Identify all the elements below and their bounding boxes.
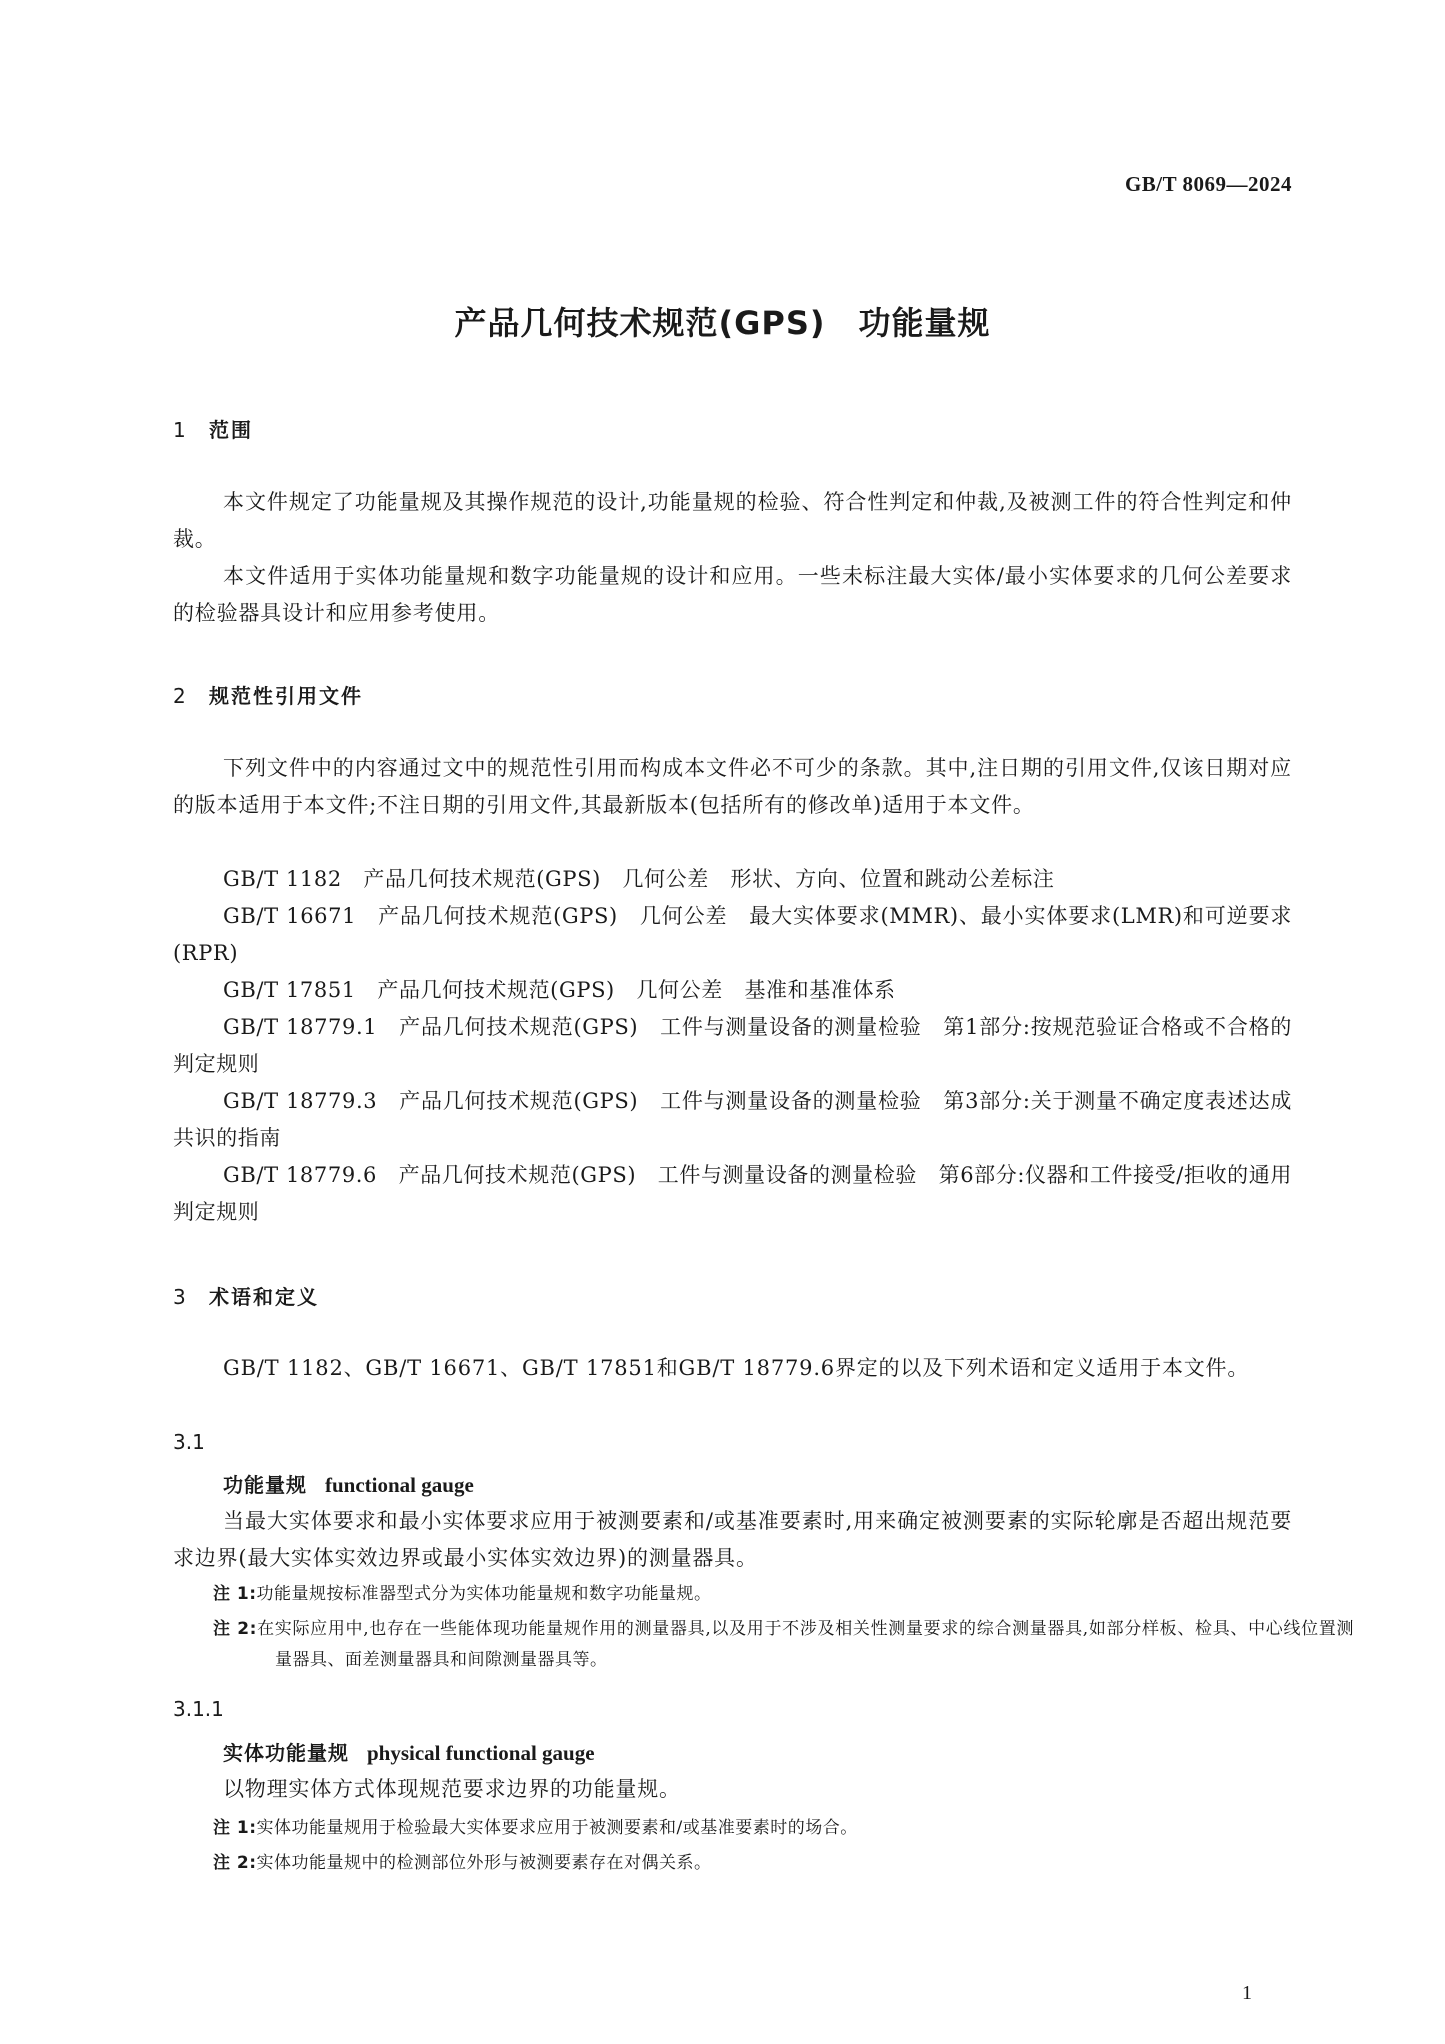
note-text: 在实际应用中,也存在一些能体现功能量规作用的测量器具,以及用于不涉及相关性测量要求的综合测量器具,如部分样板、检具、中心线位置测量器具、面差测量器具和间隙测量器具等。 — [256, 1619, 1354, 1670]
note-label: 注 1: — [213, 1584, 257, 1604]
note-label: 注 1: — [213, 1818, 257, 1838]
document-title: 产品几何技术规范(GPS) 功能量规 — [454, 304, 991, 342]
section-2-heading — [173, 680, 363, 709]
term-3-1-1 — [223, 1737, 595, 1766]
note-text: 实体功能量规中的检测部位外形与被测要素存在对偶关系。 — [256, 1853, 712, 1873]
section-1-title: 范围 — [209, 418, 253, 442]
clause-number-3-1-1: 3.1.1 — [173, 1697, 224, 1721]
note-text: 功能量规按标准器型式分为实体功能量规和数字功能量规。 — [256, 1584, 712, 1604]
term-3-1-note-1 — [213, 1579, 1292, 1610]
term-3-1-definition: 当最大实体要求和最小实体要求应用于被测要素和/或基准要素时,用来确定被测要素的实际轮廓是否超出规范要求边界(最大实体实效边界或最小实体实效边界)的测量器具。 — [173, 1509, 1292, 1570]
standard-number: GB/T 8069—2024 — [1124, 172, 1292, 196]
page-number: 1 — [1242, 1982, 1252, 2004]
section-1-number: 1 — [173, 418, 186, 442]
note-label: 注 2: — [213, 1619, 257, 1639]
term-3-1-1-note-1 — [213, 1813, 1292, 1844]
reference-item: GB/T 18779.6 产品几何技术规范(GPS) 工件与测量设备的测量检验 第6部分:仪器和工件接受/拒收的通用判定规则 — [173, 1163, 1292, 1224]
section-1-paragraph-2: 本文件适用于实体功能量规和数字功能量规的设计和应用。一些未标注最大实体/最小实体要求的几何公差要求的检验器具设计和应用参考使用。 — [173, 564, 1292, 625]
reference-item: GB/T 1182 产品几何技术规范(GPS) 几何公差 形状、方向、位置和跳动公差标注 — [223, 867, 1055, 891]
term-3-1 — [223, 1469, 474, 1498]
section-2-intro: 下列文件中的内容通过文中的规范性引用而构成本文件必不可少的条款。其中,注日期的引用文件,仅该日期对应的版本适用于本文件;不注日期的引用文件,其最新版本(包括所有的修改单)适用于本文件。 — [173, 756, 1292, 817]
term-3-1-english: functional gauge — [325, 1473, 474, 1497]
reference-item: GB/T 18779.3 产品几何技术规范(GPS) 工件与测量设备的测量检验 第3部分:关于测量不确定度表述达成共识的指南 — [173, 1089, 1292, 1150]
section-2-title: 规范性引用文件 — [209, 684, 363, 708]
section-3-number: 3 — [173, 1285, 186, 1309]
term-3-1-1-note-2 — [213, 1848, 1292, 1879]
section-3-title: 术语和定义 — [209, 1285, 319, 1309]
section-3-intro: GB/T 1182、GB/T 16671、GB/T 17851和GB/T 18779.6界定的以及下列术语和定义适用于本文件。 — [223, 1356, 1250, 1380]
reference-item: GB/T 17851 产品几何技术规范(GPS) 几何公差 基准和基准体系 — [223, 978, 896, 1002]
section-3-heading — [173, 1281, 319, 1310]
section-1-paragraph-1: 本文件规定了功能量规及其操作规范的设计,功能量规的检验、符合性判定和仲裁,及被测工件的符合性判定和仲裁。 — [173, 490, 1292, 551]
section-2-number: 2 — [173, 684, 186, 708]
note-label: 注 2: — [213, 1853, 257, 1873]
reference-item: GB/T 16671 产品几何技术规范(GPS) 几何公差 最大实体要求(MMR)、最小实体要求(LMR)和可逆要求(RPR) — [173, 904, 1292, 965]
reference-item: GB/T 18779.1 产品几何技术规范(GPS) 工件与测量设备的测量检验 第1部分:按规范验证合格或不合格的判定规则 — [173, 1015, 1292, 1076]
term-3-1-1-english: physical functional gauge — [367, 1741, 595, 1765]
term-3-1-chinese: 功能量规 — [223, 1473, 307, 1497]
term-3-1-note-2 — [213, 1614, 1354, 1676]
section-1-heading — [173, 414, 253, 443]
note-text: 实体功能量规用于检验最大实体要求应用于被测要素和/或基准要素时的场合。 — [256, 1818, 858, 1838]
term-3-1-1-chinese: 实体功能量规 — [223, 1741, 349, 1765]
term-3-1-1-definition: 以物理实体方式体现规范要求边界的功能量规。 — [223, 1777, 681, 1801]
clause-number-3-1: 3.1 — [173, 1430, 205, 1454]
